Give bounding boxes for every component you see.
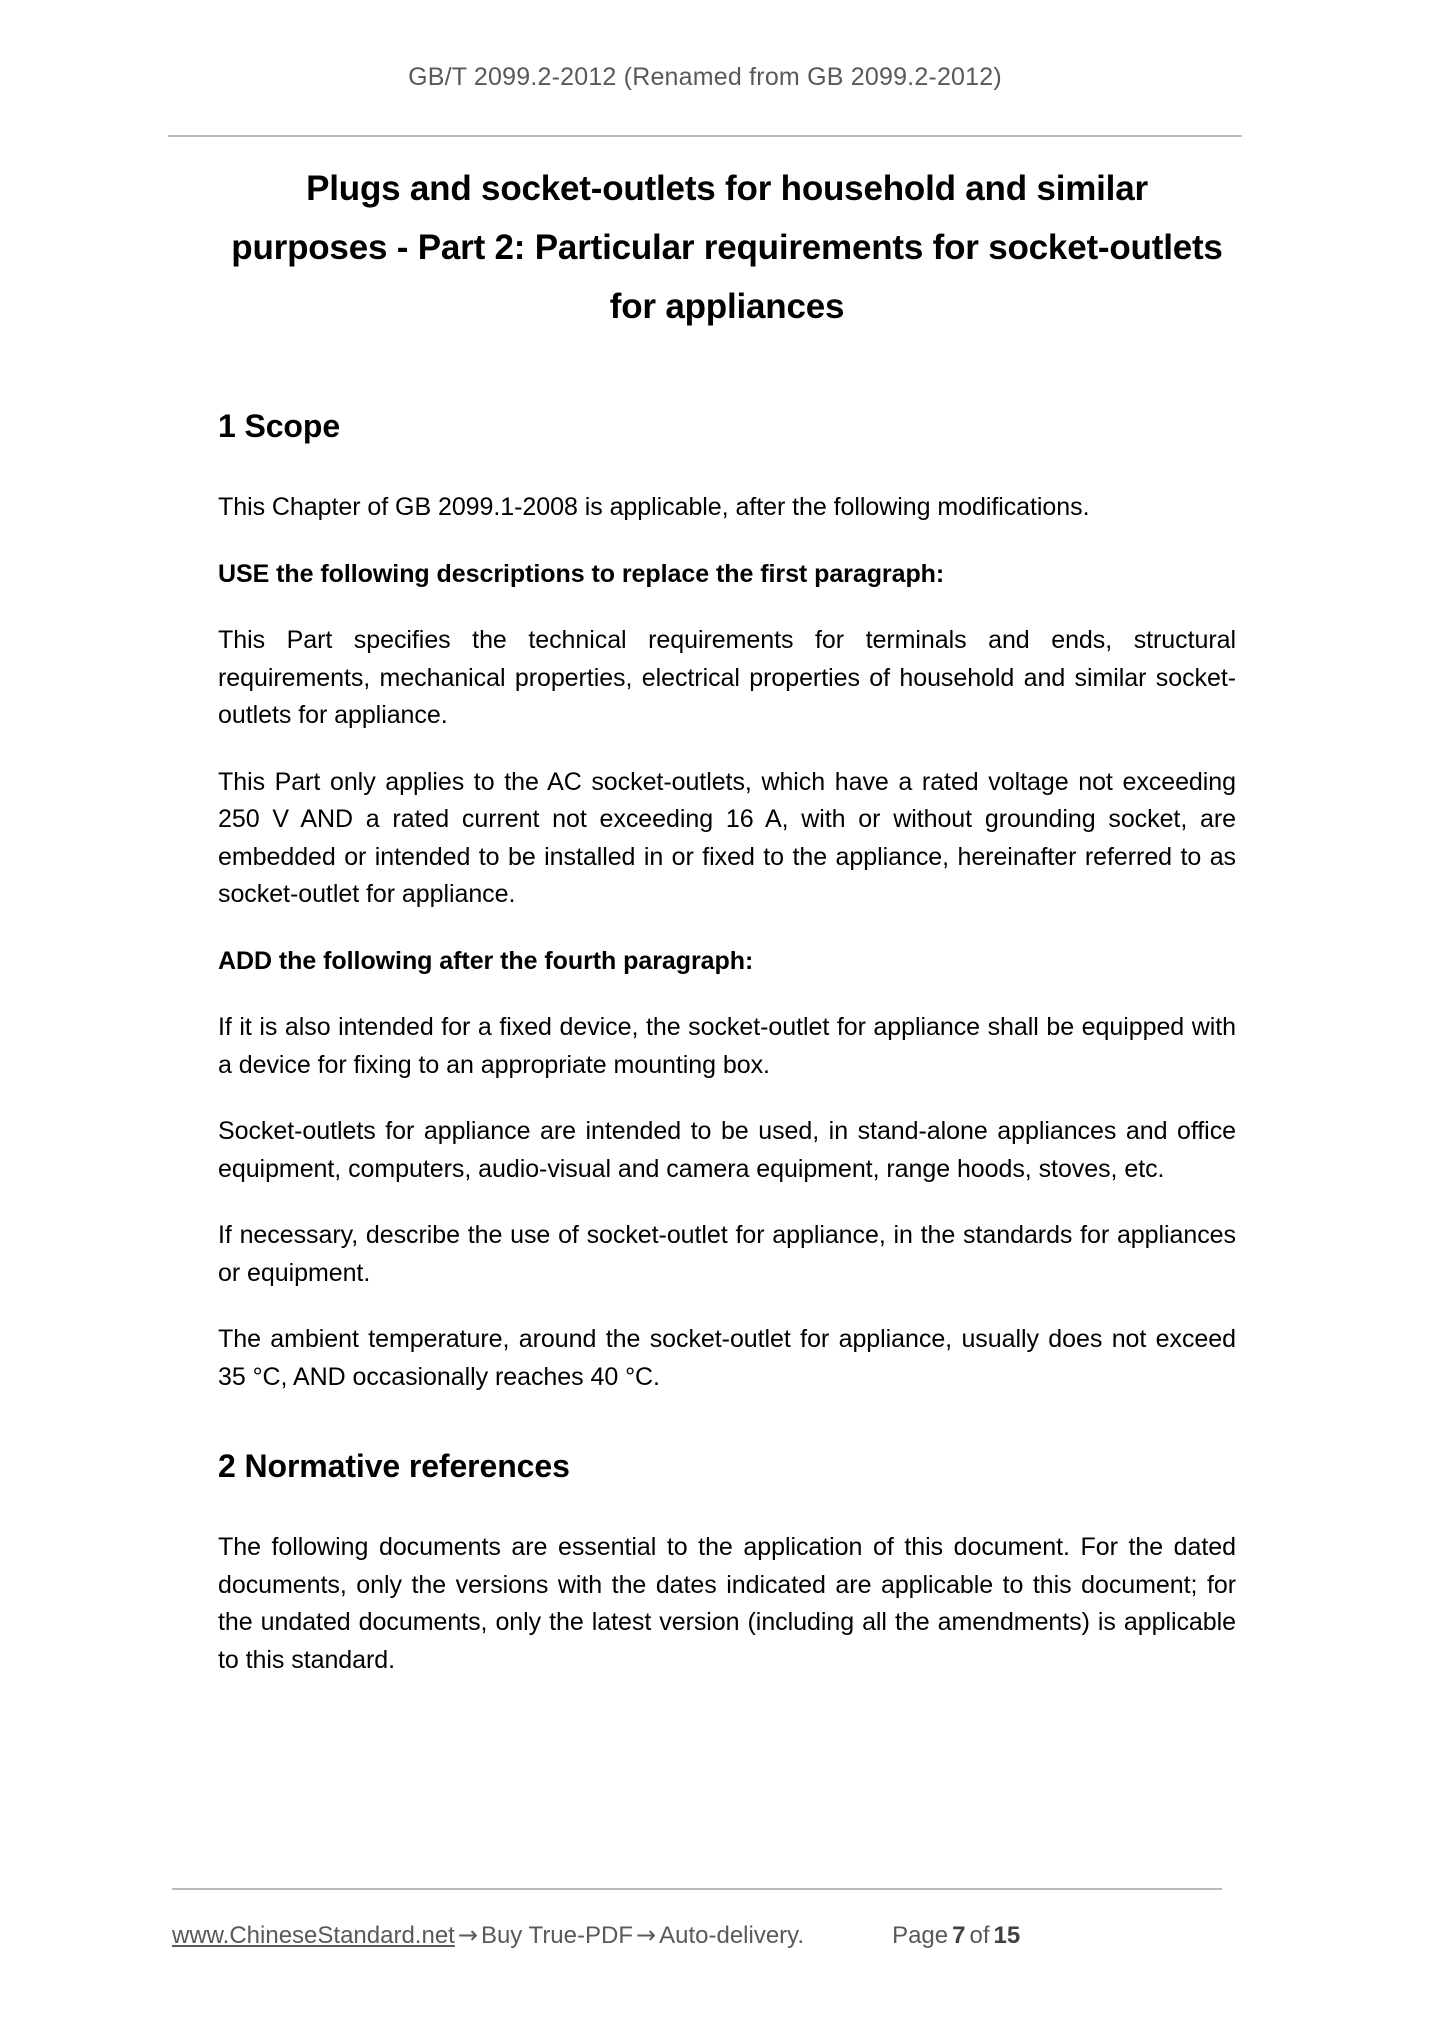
footer-promo-delivery: Auto-delivery. — [659, 1922, 805, 1949]
page-indicator — [892, 1922, 1024, 1950]
paragraph: This Chapter of GB 2099.1-2008 is applicable, after the following modifications. — [218, 493, 1090, 522]
current-page-number: 7 — [952, 1922, 966, 1949]
footer-divider — [172, 1888, 1222, 1890]
running-header — [168, 62, 1242, 92]
arrow-right-icon: → — [457, 1921, 478, 1949]
of-label: of — [969, 1922, 990, 1949]
header-divider — [168, 135, 1242, 137]
paragraph: The ambient temperature, around the socket-outlet for appliance, usually does not exceed 35 °C, AND occasionally reaches 40 °C. — [218, 1325, 1236, 1391]
section-heading-scope: 1 Scope — [218, 408, 341, 445]
paragraph: This Part only applies to the AC socket-outlets, which have a rated voltage not exceeding 250 V AND a rated current not exceeding 16 A, with or without grounding socket, are embedded or intended to be installed in or fixed to the appliance, hereinafter referred to as socket-outlet for appliance. — [218, 767, 1236, 909]
footer-promo — [172, 1921, 804, 1950]
page-label: Page — [892, 1922, 949, 1949]
paragraph: If it is also intended for a fixed device, the socket-outlet for appliance shall be equipped with a device for fixing to an appropriate mounting box. — [218, 1013, 1236, 1079]
paragraph: The following documents are essential to the application of this document. For the dated documents, only the versions with the dates indicated are applicable to this document; for the undated documents, only the latest version (including all the amendments) is applicable to this standard. — [218, 1533, 1236, 1674]
paragraph: If necessary, describe the use of socket-outlet for appliance, in the standards for appliances or equipment. — [218, 1221, 1236, 1287]
document-title: Plugs and socket-outlets for household and similar purposes - Part 2: Particular requirements for socket-outlets for appliances — [231, 169, 1223, 326]
paragraph-emphasis: ADD the following after the fourth paragraph: — [218, 946, 754, 975]
footer-promo-buy: Buy True-PDF — [480, 1922, 633, 1949]
running-footer — [172, 1921, 1232, 1950]
arrow-right-icon: → — [636, 1921, 657, 1949]
standard-reference: GB/T 2099.2-2012 (Renamed from GB 2099.2-2012) — [408, 63, 1002, 91]
paragraph-emphasis: USE the following descriptions to replace the first paragraph: — [218, 559, 945, 588]
section-heading-normative-references: 2 Normative references — [218, 1448, 570, 1485]
paragraph: Socket-outlets for appliance are intended to be used, in stand-alone appliances and office equipment, computers, audio-visual and camera equipment, range hoods, stoves, etc. — [218, 1117, 1236, 1183]
page-content — [218, 160, 1236, 1679]
total-page-count: 15 — [993, 1922, 1021, 1949]
website-link[interactable]: www.ChineseStandard.net — [172, 1922, 455, 1949]
paragraph: This Part specifies the technical requirements for terminals and ends, structural requirements, mechanical properties, electrical properties of household and similar socket-outlets for appliance. — [218, 626, 1236, 730]
